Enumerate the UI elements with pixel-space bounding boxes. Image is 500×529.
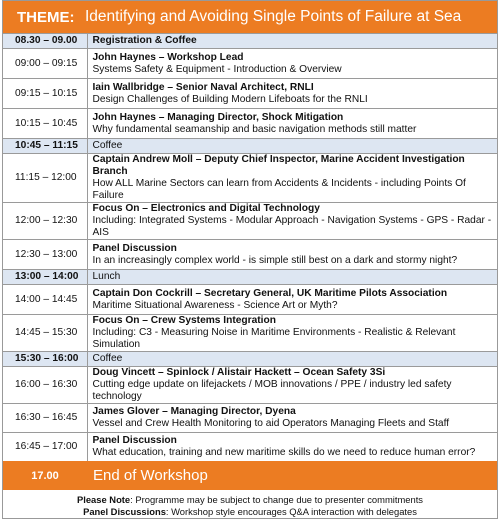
schedule-row xyxy=(3,240,497,270)
schedule-row-lunch xyxy=(3,270,497,285)
session-desc: Design Challenges of Building Modern Lifeboats for the RNLI xyxy=(92,93,368,105)
schedule-row xyxy=(3,404,497,433)
note-line-1 xyxy=(3,494,497,506)
session-desc: How ALL Marine Sectors can learn from Accidents & Incidents - including Points Of Failure xyxy=(92,178,466,201)
session-desc: Systems Safety & Equipment - Introduction & Overview xyxy=(92,63,342,75)
end-of-workshop-bar xyxy=(3,461,497,490)
session-title: Panel Discussion xyxy=(92,242,177,254)
session-title: Panel Discussion xyxy=(92,435,177,446)
row-time: 14:45 – 15:30 xyxy=(3,315,87,352)
session-title: John Haynes – Workshop Lead xyxy=(92,51,244,63)
schedule-row xyxy=(3,367,497,404)
end-title: End of Workshop xyxy=(93,467,208,484)
row-time: 10:15 – 10:45 xyxy=(3,109,87,139)
schedule-table xyxy=(3,33,497,461)
note-label: Panel Discussions xyxy=(83,506,166,517)
schedule-row xyxy=(3,203,497,240)
row-time: 16:45 – 17:00 xyxy=(3,433,87,462)
session-desc: Why fundamental seamanship and basic navigation methods still matter xyxy=(92,123,417,135)
row-time: 16:30 – 16:45 xyxy=(3,404,87,433)
session-title: Captain Andrew Moll – Deputy Chief Inspector, Marine Accident Investigation Branch xyxy=(92,154,465,177)
note-text: : Workshop style encourages Q&A interaction with delegates xyxy=(165,506,417,517)
row-time: 13:00 – 14:00 xyxy=(3,270,87,285)
note-label: Please Note xyxy=(76,494,131,505)
schedule-row-registration xyxy=(3,34,497,49)
row-time: 14:00 – 14:45 xyxy=(3,285,87,315)
row-text: Registration & Coffee xyxy=(87,34,497,49)
schedule-row-coffee xyxy=(3,139,497,154)
row-time: 12:00 – 12:30 xyxy=(3,203,87,240)
theme-header xyxy=(3,1,497,33)
row-text: Coffee xyxy=(87,352,497,367)
schedule-row xyxy=(3,49,497,79)
session-title: John Haynes – Managing Director, Shock Mitigation xyxy=(92,111,344,123)
session-title: Focus On – Crew Systems Integration xyxy=(92,315,276,326)
schedule-row xyxy=(3,109,497,139)
session-desc: Vessel and Crew Health Monitoring to aid Operators Managing Fleets and Staff xyxy=(92,418,450,429)
session-desc: Maritime Situational Awareness - Science Art or Myth? xyxy=(92,299,338,311)
session-desc: In an increasingly complex world - is simple still best on a dark and stormy night? xyxy=(92,254,458,266)
row-time: 08.30 – 09.00 xyxy=(3,34,87,49)
schedule-row xyxy=(3,433,497,462)
schedule-row xyxy=(3,154,497,203)
end-time: 17.00 xyxy=(31,469,59,482)
session-title: James Glover – Managing Director, Dyena xyxy=(92,406,296,417)
agenda xyxy=(2,0,498,519)
row-time: 16:00 – 16:30 xyxy=(3,367,87,404)
session-title: Focus On – Electronics and Digital Technology xyxy=(92,203,320,214)
schedule-row-coffee xyxy=(3,352,497,367)
row-text: Lunch xyxy=(87,270,497,285)
session-title: Iain Wallbridge – Senior Naval Architect, RNLI xyxy=(92,81,314,93)
note-text: : Programme may be subject to change due to presenter commitments xyxy=(130,494,423,505)
schedule-row xyxy=(3,79,497,109)
session-title: Captain Don Cockrill – Secretary General, UK Maritime Pilots Association xyxy=(92,287,448,299)
session-desc: Including: Integrated Systems - Modular Approach - Navigation Systems - GPS - Radar - AIS xyxy=(92,215,492,238)
schedule-row xyxy=(3,285,497,315)
session-title: Doug Vincett – Spinlock / Alistair Hackett – Ocean Safety 3Si xyxy=(92,367,386,378)
session-desc: What education, training and new maritime skills do we need to reduce human error? xyxy=(92,447,476,458)
session-desc: Cutting edge update on lifejackets / MOB innovations / PPE / industry led safety technology xyxy=(92,379,452,402)
notes xyxy=(3,490,497,518)
theme-title: Identifying and Avoiding Single Points of Failure at Sea xyxy=(85,8,462,25)
row-time: 10:45 – 11:15 xyxy=(3,139,87,154)
session-desc: Including: C3 - Measuring Noise in Maritime Environments - Realistic & Relevant Simulation xyxy=(92,327,456,350)
schedule-row xyxy=(3,315,497,352)
row-time: 12:30 – 13:00 xyxy=(3,240,87,270)
row-time: 09:15 – 10:15 xyxy=(3,79,87,109)
row-text: Coffee xyxy=(87,139,497,154)
note-line-2 xyxy=(3,506,497,518)
theme-label: THEME: xyxy=(17,8,75,26)
row-time: 11:15 – 12:00 xyxy=(3,154,87,203)
row-time: 15:30 – 16:00 xyxy=(3,352,87,367)
row-time: 09:00 – 09:15 xyxy=(3,49,87,79)
